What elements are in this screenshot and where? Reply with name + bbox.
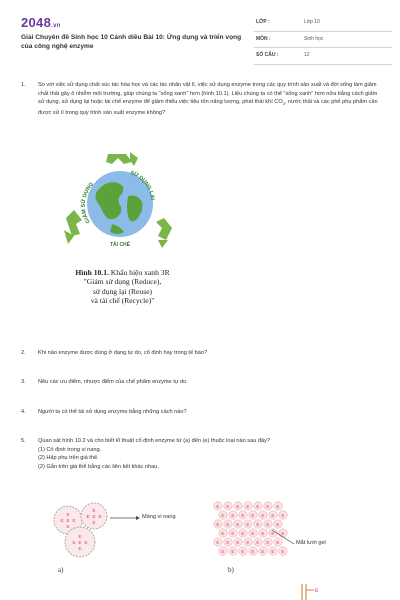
- caption-text: Khẩu hiệu xanh 3R: [108, 268, 170, 277]
- caption-line: "Giảm sử dụng (Reduce),: [83, 277, 162, 287]
- question-text-part: So với việc sử dụng chất xúc tác hóa học và các tác nhân vật lí, việc sử dụng enzyme trong các quy trình sản xuất và đời sống làm giảm chất thải gây ô nhiễm môi trường, giúp chúng ta "sống xanh" hơn (hình 10.1). Liệu chúng ta có thể "sống xanh" hơn nữa bằng cách giảm sử dụng, sử dụng lại hoặc tái chế enzyme để giảm thiểu việc tiêu tốn năng lượng, phát thải khí CO: [38, 82, 378, 106]
- question-number: 4.: [21, 409, 26, 415]
- caption-line: và tái chế (Recycle)": [90, 296, 155, 306]
- arrow-right-b: [158, 240, 168, 248]
- question-text: Nêu các ưu điểm, nhược điểm của chế phẩm enzyme tự do.: [38, 379, 188, 385]
- enzyme-mark: E: [266, 503, 270, 509]
- enzyme-mark: E: [251, 530, 255, 536]
- enzyme-mark: E: [86, 514, 90, 519]
- question-text: [38, 437, 381, 471]
- enzyme-mark: E: [241, 512, 245, 518]
- meta-key: MÔN :: [256, 35, 271, 42]
- enzyme-mark: E: [276, 521, 280, 527]
- page-title: Giải Chuyên đề Sinh học 10 Cánh diều Bài 10: Ứng dụng và triển vọng của công nghệ enzyme: [21, 34, 242, 50]
- enzyme-mark: E: [236, 539, 240, 545]
- enzyme-mark: E: [98, 514, 102, 519]
- enzyme-mark: E: [72, 540, 76, 545]
- enzyme-mark: E: [92, 508, 96, 513]
- annotation-line-b: [270, 528, 296, 546]
- question-number: 3.: [21, 379, 26, 385]
- enzyme-mark: E: [261, 512, 265, 518]
- option-line: (2) Gắn trên giá thể bằng các liên kết khác nhau.: [38, 463, 159, 470]
- enzyme-mark: E: [66, 524, 70, 529]
- caption-line: [40, 268, 205, 277]
- enzyme-mark: E: [78, 540, 82, 545]
- caption-bold: Hình 10.1.: [75, 268, 109, 277]
- logo-suffix: .vn: [51, 23, 61, 29]
- question-text: [38, 81, 381, 117]
- enzyme-mark: E: [221, 512, 225, 518]
- enzyme-mark: E: [271, 512, 275, 518]
- enzyme-mark: E: [266, 539, 270, 545]
- enzyme-mark: E: [231, 512, 235, 518]
- arrow-left: [66, 210, 82, 236]
- enzyme-mark: E: [236, 521, 240, 527]
- figure-2c-partial: [296, 584, 326, 600]
- question-number: 2.: [21, 350, 26, 356]
- enzyme-mark: E: [60, 518, 64, 523]
- enzyme-mark: E: [226, 539, 230, 545]
- enzyme-mark: E: [66, 518, 70, 523]
- enzyme-mark: E: [226, 521, 230, 527]
- enzyme-e-label: E: [315, 588, 319, 594]
- subscript-2: 2: [282, 101, 285, 107]
- enzyme-mark: E: [78, 546, 82, 551]
- enzyme-mark: E: [276, 539, 280, 545]
- figure-1-caption: [40, 268, 205, 306]
- question-text: Khi nào enzyme được dùng ở dạng tự do, cố định hay trong tế bào?: [38, 350, 208, 356]
- capsule-group: [54, 503, 107, 557]
- question-text: Người ta có thể tái sử dụng enzyme bằng những cách nào?: [38, 409, 187, 415]
- annotation-line-a: [110, 515, 140, 521]
- enzyme-mark: E: [231, 530, 235, 536]
- meta-row-subject: [254, 32, 392, 49]
- meta-value: Sinh học: [304, 35, 324, 42]
- enzyme-mark: E: [66, 512, 70, 517]
- annotation-microcapsule: Màng vi nang: [142, 514, 176, 520]
- caption-line: sử dụng lại (Reuse): [92, 286, 153, 296]
- enzyme-mark: E: [236, 503, 240, 509]
- enzyme-mark: E: [216, 503, 220, 509]
- enzyme-mark: E: [281, 512, 285, 518]
- arrow-top: [106, 154, 132, 164]
- enzyme-mark: E: [84, 540, 88, 545]
- enzyme-mark: E: [72, 518, 76, 523]
- option-line: (1) Cố định trong vi nang.: [38, 446, 102, 453]
- question-text-part: , nước thải và các phế phụ phẩm cần được xử lí trong quy trình sản xuất enzyme không?: [38, 99, 378, 116]
- enzyme-mark: E: [251, 548, 255, 554]
- enzyme-mark: E: [266, 521, 270, 527]
- enzyme-mark: E: [241, 548, 245, 554]
- meta-table: [254, 15, 392, 65]
- arrow-top-right: [130, 152, 138, 166]
- enzyme-mark: E: [271, 530, 275, 536]
- enzyme-mark: E: [216, 521, 220, 527]
- enzyme-mark: E: [281, 548, 285, 554]
- label-reuse-path: SỬ DỤNG LẠI: [129, 170, 156, 201]
- enzyme-mark: E: [271, 548, 275, 554]
- enzyme-mark: E: [92, 514, 96, 519]
- figure-2a-microcapsules: [50, 500, 130, 560]
- enzyme-mark: E: [276, 503, 280, 509]
- enzyme-mark: E: [92, 520, 96, 525]
- enzyme-mark: E: [221, 548, 225, 554]
- enzyme-mark: E: [261, 548, 265, 554]
- meta-key: SỐ CÂU :: [256, 52, 279, 58]
- enzyme-mark: E: [256, 503, 260, 509]
- enzyme-mark: E: [246, 503, 250, 509]
- enzyme-mark: E: [281, 530, 285, 536]
- enzyme-mark: E: [221, 530, 225, 536]
- enzyme-mark: E: [78, 534, 82, 539]
- enzyme-mark: E: [231, 548, 235, 554]
- figure-label-b: b): [228, 566, 234, 574]
- option-line: (2) Hấp phụ trên giá thể.: [38, 455, 99, 462]
- question-number: 5.: [21, 438, 26, 444]
- question-stem: Quan sát hình 10.2 và cho biết kĩ thuật cố định enzyme từ (a) đến (e) thuộc loại nào sau đây?: [38, 438, 270, 444]
- site-logo[interactable]: [21, 15, 61, 30]
- label-recycle: TÁI CHẾ: [110, 242, 130, 248]
- enzyme-mark: E: [241, 530, 245, 536]
- meta-row-count: [254, 48, 392, 65]
- enzyme-mark: E: [251, 512, 255, 518]
- enzyme-mark: E: [261, 530, 265, 536]
- logo-text: 2048: [21, 15, 52, 30]
- question-number: 1.: [21, 82, 26, 88]
- annotation-gel-mesh: Mắt lưới gel: [296, 540, 326, 546]
- figure-label-a: a): [58, 566, 64, 574]
- arrow-right: [156, 218, 172, 240]
- meta-key: LỚP :: [256, 19, 270, 25]
- meta-value: 12: [304, 52, 310, 58]
- label-reduce-path: GIẢM SỬ DỤNG: [80, 181, 96, 225]
- enzyme-mark: E: [216, 539, 220, 545]
- enzyme-mark: E: [256, 521, 260, 527]
- meta-value: Lớp 10: [304, 19, 320, 25]
- enzyme-mark: E: [226, 503, 230, 509]
- enzyme-mark: E: [246, 539, 250, 545]
- figure-3r-logo: [60, 150, 180, 258]
- enzyme-mark: E: [246, 521, 250, 527]
- meta-row-class: [254, 15, 392, 32]
- enzyme-mark: E: [256, 539, 260, 545]
